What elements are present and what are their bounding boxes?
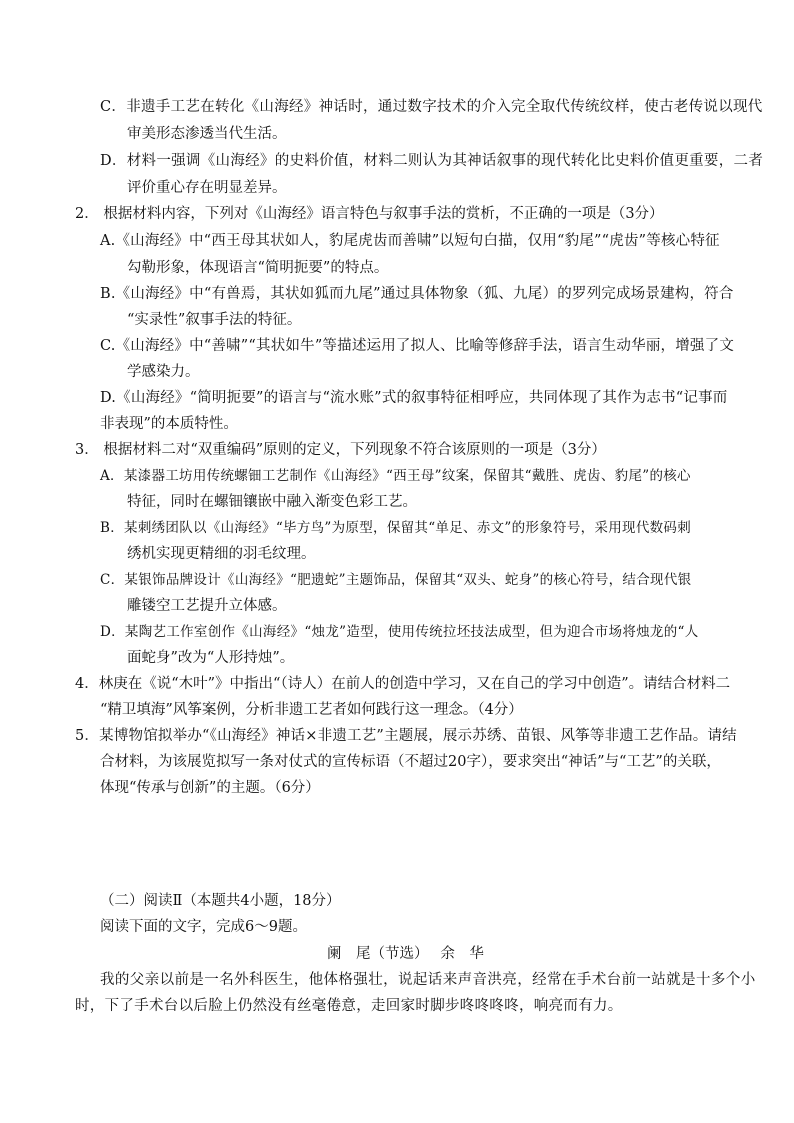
passage-title: 阑 尾（节选） 余 华	[327, 946, 484, 962]
option-1d-line2: 评价重心存在明显差异。	[127, 180, 287, 196]
passage-paragraph-line1: 我的父亲以前是一名外科医生，他体格强壮，说起话来声音洪亮，经常在手术台前一站就是十多个小	[100, 972, 756, 988]
option-3d-line1: D．某陶艺工作室创作《山海经》“烛龙”造型，使用传统拉坯技法成型，但为迎合市场将烛龙的“人	[100, 624, 699, 640]
option-2a-line1: A.《山海经》中“西王母其状如人，豹尾虎齿而善啸”以短句白描，仅用“豹尾”“虎齿”等核心特征	[100, 233, 720, 249]
option-3c-line2: 雕镂空工艺提升立体感。	[127, 598, 287, 614]
option-3b-line2: 绣机实现更精细的羽毛纹理。	[127, 546, 316, 562]
option-2a-line2: 勾勒形象，体现语言“简明扼要”的特点。	[127, 260, 389, 276]
question-4-line1: 4．林庚在《说“木叶”》中指出“（诗人）在前人的创造中学习，又在自己的学习中创造”。请结合材料二	[75, 676, 731, 692]
question-4-line2: “精卫填海”风筝案例，分析非遗工艺者如何践行这一理念。（4分）	[100, 702, 523, 718]
question-5-line3: 体现“传承与创新”的主题。（6分）	[100, 780, 320, 796]
option-3c-line1: C．某银饰品牌设计《山海经》“肥遗蛇”主题饰品，保留其“双头、蛇身”的核心符号，结合现代银	[100, 572, 692, 588]
option-3d-line2: 面蛇身”改为“人形持烛”。	[127, 650, 295, 666]
reading-instruction: 阅读下面的文字，完成6～9题。	[100, 919, 307, 935]
option-2c-line2: 学感染力。	[127, 364, 200, 380]
question-2-stem: 2． 根据材料内容，下列对《山海经》语言特色与叙事手法的赏析，不正确的一项是（3分）	[75, 206, 664, 222]
option-3a-line1: A．某漆器工坊用传统螺钿工艺制作《山海经》“西王母”纹案，保留其“戴胜、虎齿、豹尾”的核心	[100, 468, 691, 484]
question-5-line1: 5．某博物馆拟举办“《山海经》神话×非遗工艺”主题展，展示苏绣、苗银、风筝等非遗工艺作品。请结	[75, 728, 737, 744]
option-1c-line1: C．非遗手工艺在转化《山海经》神话时，通过数字技术的介入完全取代传统纹样，使古老传说以现代	[100, 99, 763, 115]
option-3b-line1: B．某刺绣团队以《山海经》“毕方鸟”为原型，保留其“单足、赤文”的形象符号，采用现代数码刺	[100, 520, 692, 536]
section-heading: （二）阅读Ⅱ（本题共4小题，18分）	[100, 893, 341, 909]
passage-paragraph-line2: 时，下了手术台以后脸上仍然没有丝毫倦意，走回家时脚步咚咚咚咚，响亮而有力。	[75, 998, 623, 1014]
option-2b-line1: B.《山海经》中“有兽焉，其状如狐而九尾”通过具体物象（狐、九尾）的罗列完成场景建构，符合	[100, 286, 734, 302]
option-2d-line1: D.《山海经》“简明扼要”的语言与“流水账”式的叙事特征相呼应，共同体现了其作为志书“记事而	[100, 390, 728, 406]
option-2d-line2: 非表现”的本质特性。	[100, 416, 238, 432]
option-1c-line2: 审美形态渗透当代生活。	[127, 126, 287, 142]
option-3a-line2: 特征，同时在螺钿镶嵌中融入渐变色彩工艺。	[127, 494, 417, 510]
question-5-line2: 合材料，为该展览拟写一条对仗式的宣传标语（不超过20字），要求突出“神话”与“工艺”的关联，	[100, 754, 721, 770]
question-3-stem: 3． 根据材料二对“双重编码”原则的定义，下列现象不符合该原则的一项是（3分）	[75, 442, 606, 458]
option-2c-line1: C.《山海经》中“善啸”“其状如牛”等描述运用了拟人、比喻等修辞手法，语言生动华丽，增强了文	[100, 338, 735, 354]
option-2b-line2: “实录性”叙事手法的特征。	[127, 312, 302, 328]
option-1d-line1: D．材料一强调《山海经》的史料价值，材料二则认为其神话叙事的现代转化比史料价值更重要，二者	[100, 153, 764, 169]
